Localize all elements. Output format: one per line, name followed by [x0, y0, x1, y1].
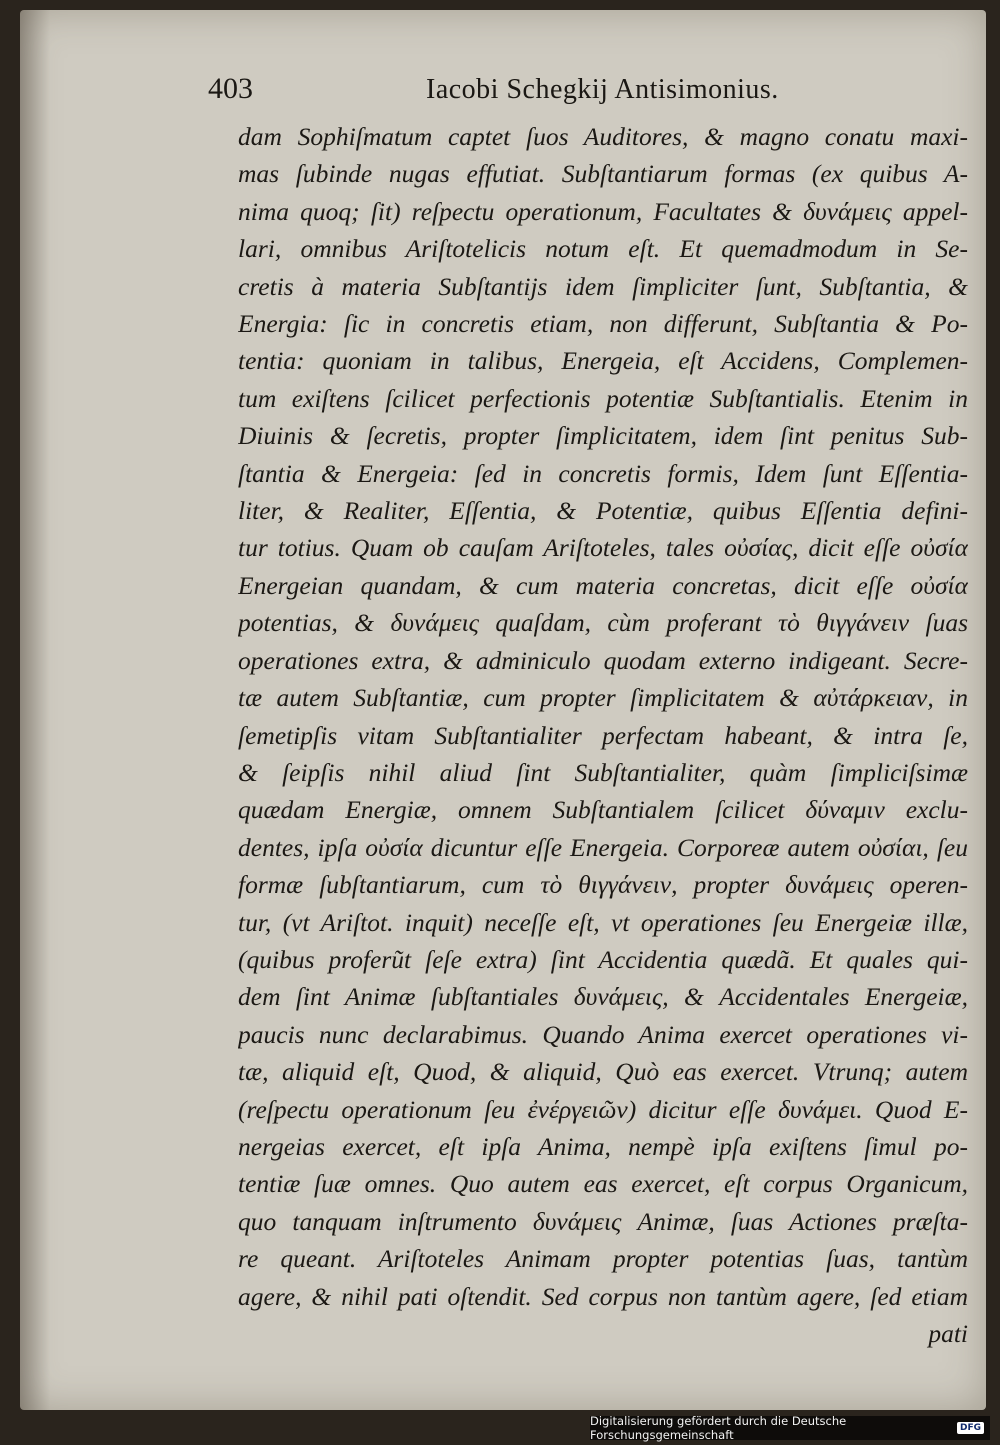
text-line: & ſeipſis nihil aliud ſint Subſtantialiter, quàm ſimpliciſsimæ [238, 757, 968, 787]
gutter-shadow [20, 10, 50, 1410]
text-line: tentiæ ſuæ omnes. Quo autem eas exercet, eſt corpus Organicum, [238, 1169, 968, 1199]
text-line: lari, omnibus Ariſtotelicis notum eſt. Et quemadmodum in Se- [238, 234, 968, 264]
text-line: dentes, ipſa οὐσία dicuntur eſſe Energeia. Corporeæ autem οὐσίαι, ſeu [238, 832, 968, 862]
text-line: nergeias exercet, eſt ipſa Anima, nempè ipſa exiſtens ſimul po- [238, 1131, 968, 1161]
text-line: mas ſubinde nugas effutiat. Subſtantiarum formas (ex quibus A- [238, 159, 968, 189]
text-line: potentias, & δυνάμεις quaſdam, cùm proferant τὸ θιγγάνειν ſuas [238, 608, 968, 638]
running-title: Iacobi Schegkij Antisimonius. [426, 74, 779, 105]
body-text [238, 118, 968, 1352]
text-line: re queant. Ariſtoteles Animam propter potentias ſuas, tantùm [238, 1244, 968, 1274]
text-line: tur, (vt Ariſtot. inquit) neceſſe eſt, vt operationes ſeu Energeiæ illæ, [238, 907, 968, 937]
page-header [208, 72, 968, 112]
text-line: tentia: quoniam in talibus, Energeia, eſt Accidens, Complemen- [238, 346, 968, 376]
dfg-logo-icon: DFG [957, 1422, 984, 1434]
text-line: tur totius. Quam ob cauſam Ariſtoteles, tales οὐσίας, dicit eſſe οὐσία [238, 533, 968, 563]
page-number: 403 [208, 72, 253, 105]
text-line: quo tanquam inſtrumento δυνάμεις Animæ, ſuas Actiones præſta- [238, 1206, 968, 1236]
text-line: cretis à materia Subſtantijs idem ſimpliciter ſunt, Subſtantia, & [238, 271, 968, 301]
text-line: Diuinis & ſecretis, propter ſimplicitatem, idem ſint penitus Sub- [238, 421, 968, 451]
text-line: quædam Energiæ, omnem Subſtantialem ſcilicet δύναμιν exclu- [238, 795, 968, 825]
text-line: nima quoq; ſit) reſpectu operationum, Facultates & δυνάμεις appel- [238, 196, 968, 226]
text-line: operationes extra, & adminiculo quodam externo indigeant. Secre- [238, 645, 968, 675]
text-line: formæ ſubſtantiarum, cum τὸ θιγγάνειν, propter δυνάμεις operen- [238, 870, 968, 900]
text-line: paucis nunc declarabimus. Quando Anima exercet operationes vi- [238, 1019, 968, 1049]
text-line: ſemetipſis vitam Subſtantialiter perfectam habeant, & intra ſe, [238, 720, 968, 750]
text-line: (quibus proferũt ſeſe extra) ſint Accidentia quædã. Et quales qui- [238, 944, 968, 974]
text-line: Energia: ſic in concretis etiam, non differunt, Subſtantia & Po- [238, 309, 968, 339]
text-line: (reſpectu operationum ſeu ἐνέργειῶν) dicitur eſſe δυνάμει. Quod E- [238, 1094, 968, 1124]
digitization-credit: Digitalisierung gefördert durch die Deutsche Forschungsgemeinschaft [590, 1414, 847, 1442]
text-line: dem ſint Animæ ſubſtantiales δυνάμεις, & Accidentales Energeiæ, [238, 982, 968, 1012]
text-line: tæ, aliquid eſt, Quod, & aliquid, Quò eas exercet. Vtrunq; autem [238, 1057, 968, 1087]
text-line: dam Sophiſmatum captet ſuos Auditores, & magno conatu maxi- [238, 122, 968, 151]
digitization-footer [590, 1416, 990, 1440]
text-line: liter, & Realiter, Eſſentia, & Potentiæ, quibus Eſſentia defini- [238, 496, 968, 526]
text-line: tum exiſtens ſcilicet perfectionis potentiæ Subſtantialis. Etenim in [238, 383, 968, 413]
text-line: tæ autem Subſtantiæ, cum propter ſimplicitatem & αὐτάρκειαν, in [238, 683, 968, 713]
text-line: pati [928, 1319, 968, 1348]
text-line: ſtantia & Energeia: ſed in concretis formis, Idem ſunt Eſſentia- [238, 458, 968, 488]
text-line: agere, & nihil pati oſtendit. Sed corpus non tantùm agere, ſed etiam [238, 1281, 968, 1311]
text-line: Energeian quandam, & cum materia concretas, dicit eſſe οὐσία [238, 570, 968, 600]
